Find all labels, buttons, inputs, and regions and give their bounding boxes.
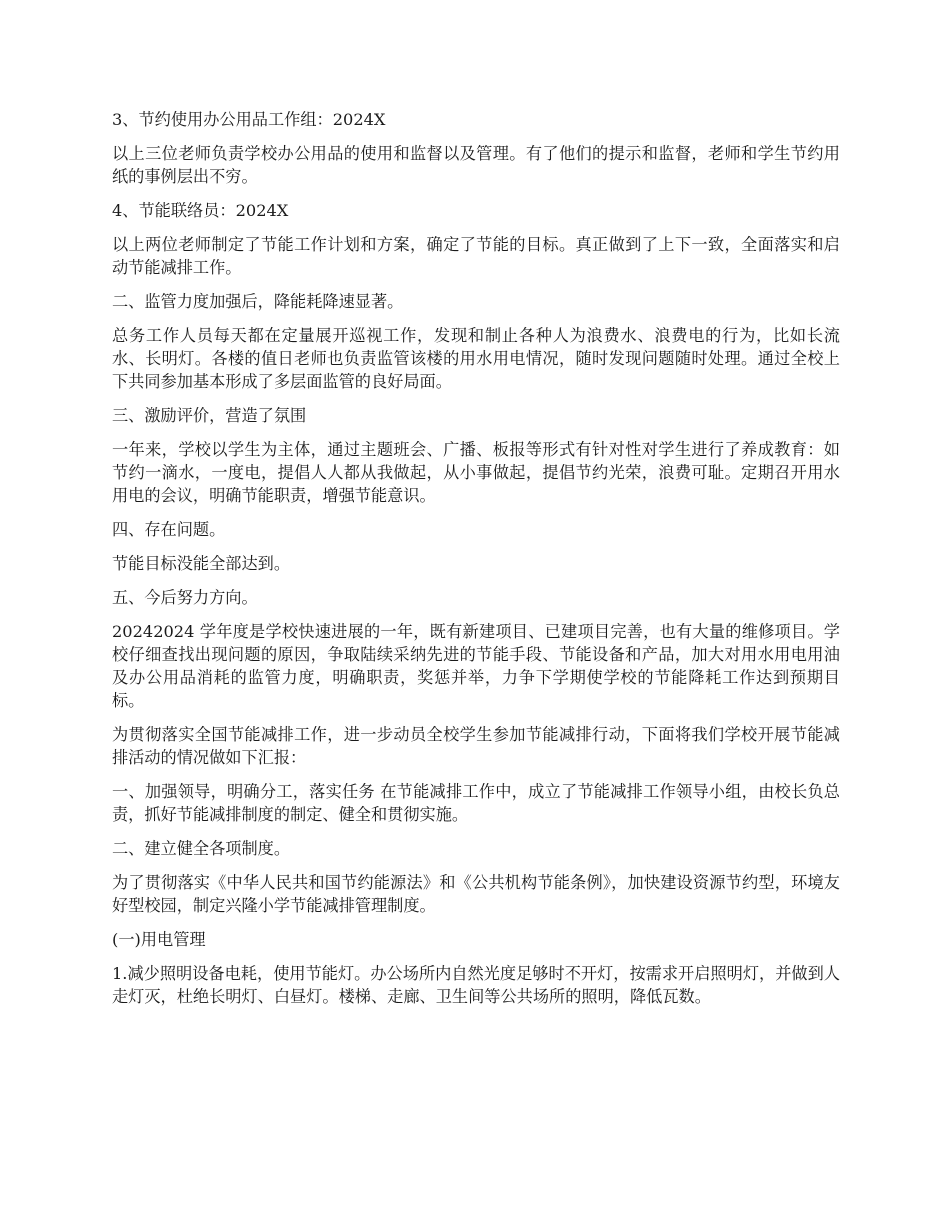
paragraph: 总务工作人员每天都在定量展开巡视工作，发现和制止各种人为浪费水、浪费电的行为，比如长流水、长明灯。各楼的值日老师也负责监管该楼的用水用电情况，随时发现问题随时处理。通过全校上下共同参加基本形成了多层面监管的良好局面。 — [112, 326, 840, 391]
section-heading: 二、监管力度加强后，降能耗降速显著。 — [112, 292, 404, 311]
section-heading: 五、今后努力方向。 — [112, 588, 258, 607]
section-heading: 三、激励评价，营造了氛围 — [112, 406, 307, 425]
section-heading: 四、存在问题。 — [112, 520, 226, 539]
paragraph: 3、节约使用办公用品工作组：2024X — [112, 110, 386, 129]
section-heading: 二、建立健全各项制度。 — [112, 839, 291, 858]
subsection-heading: (一)用电管理 — [112, 930, 206, 949]
paragraph: 以上三位老师负责学校办公用品的使用和监督以及管理。有了他们的提示和监督，老师和学生节约用纸的事例层出不穷。 — [112, 144, 840, 186]
paragraph: 1.减少照明设备电耗，使用节能灯。办公场所内自然光度足够时不开灯，按需求开启照明灯，并做到人走灯灭，杜绝长明灯、白昼灯。楼梯、走廊、卫生间等公共场所的照明，降低瓦数。 — [112, 964, 840, 1006]
paragraph: 以上两位老师制定了节能工作计划和方案，确定了节能的目标。真正做到了上下一致，全面落实和启动节能减排工作。 — [112, 235, 840, 277]
paragraph: 一年来，学校以学生为主体，通过主题班会、广播、板报等形式有针对性对学生进行了养成教育：如节约一滴水，一度电，提倡人人都从我做起，从小事做起，提倡节约光荣，浪费可耻。定期召开用水用电的会议，明确节能职责，增强节能意识。 — [112, 440, 840, 505]
paragraph: 为了贯彻落实《中华人民共和国节约能源法》和《公共机构节能条例》，加快建设资源节约型，环境友好型校园，制定兴隆小学节能减排管理制度。 — [112, 873, 840, 915]
paragraph: 为贯彻落实全国节能减排工作，进一步动员全校学生参加节能减排行动，下面将我们学校开展节能减排活动的情况做如下汇报： — [112, 725, 840, 767]
paragraph: 一、加强领导，明确分工，落实任务 在节能减排工作中，成立了节能减排工作领导小组，由校长负总责，抓好节能减排制度的制定、健全和贯彻实施。 — [112, 782, 840, 824]
paragraph: 节能目标没能全部达到。 — [112, 554, 291, 573]
paragraph: 4、节能联络员：2024X — [112, 201, 289, 220]
document-page — [112, 108, 840, 1019]
paragraph: 20242024 学年度是学校快速进展的一年，既有新建项目、已建项目完善，也有大量的维修项目。学校仔细查找出现问题的原因，争取陆续采纳先进的节能手段、节能设备和产品，加大对用水用电用油及办公用品消耗的监管力度，明确职责，奖惩并举，力争下学期使学校的节能降耗工作达到预期目标。 — [112, 622, 840, 710]
